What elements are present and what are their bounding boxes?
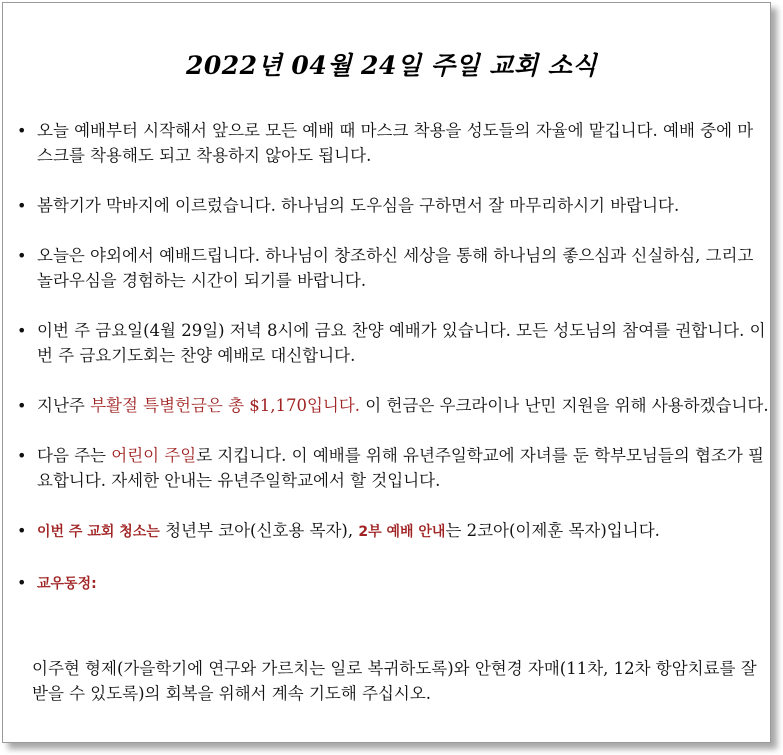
notice-text-before: 다음 주는: [37, 446, 112, 465]
notice-text: 봄학기가 막바지에 이르렀습니다. 하나님의 도우심을 구하면서 잘 마무리하시기 바랍니다.: [37, 196, 680, 215]
notice-text: 이번 주 금요일(4월 29일) 저녁 8시에 금요 찬양 예배가 있습니다. 모든 성도님의 참여를 권합니다. 이번 주 금요기도회는 찬양 예배로 대신합니다.: [37, 321, 766, 365]
notice-text-middle: 청년부 코아(신호용 목자),: [159, 521, 359, 540]
notice-text-before: 지난주: [37, 396, 91, 415]
notice-highlight: 어린이 주일: [111, 446, 197, 465]
notice-text-after: 로 지킵니다. 이 예배를 위해 유년주일학교에 자녀를 둔 학부모님들의 협조가 필요합니다. 자세한 안내는 유년주일학교에서 할 것입니다.: [37, 446, 764, 490]
notice-list: [0, 118, 783, 622]
page-title: 2022년 04월 24일 주일 교회 소식: [185, 51, 598, 80]
notice-item-cleaning-duty: [37, 518, 769, 545]
member-news-heading: 교우동정:: [37, 576, 97, 592]
notice-item-mask: [37, 118, 769, 168]
prayer-request-paragraph: 이주현 형제(가을학기에 연구와 가르치는 일로 복귀하도록)와 안현경 자매(11차, 12차 항암치료를 잘 받을 수 있도록)의 회복을 위해서 계속 기도해 주십시오.: [32, 659, 757, 703]
notice-item-easter-offering: [37, 393, 769, 418]
notice-text: 오늘 예배부터 시작해서 앞으로 모든 예배 때 마스크 착용을 성도들의 자율에 맡깁니다. 예배 중에 마스크를 착용해도 되고 착용하지 않아도 됩니다.: [37, 121, 754, 165]
notice-text-after: 는 2코아(이제훈 목자)입니다.: [445, 521, 660, 540]
notice-text-after: 이 헌금은 우크라이나 난민 지원을 위해 사용하겠습니다.: [360, 396, 769, 415]
notice-item-outdoor-worship: [37, 243, 769, 293]
notice-highlight: 부활절 특별헌금은 총 $1,170입니다.: [90, 396, 361, 415]
notice-item-childrens-sunday: [37, 443, 769, 493]
notice-text: 오늘은 야외에서 예배드립니다. 하나님이 창조하신 세상을 통해 하나님의 좋으심과 신실하심, 그리고 놀라우심을 경험하는 시간이 되기를 바랍니다.: [37, 246, 754, 290]
notice-highlight-usher: 2부 예배 안내: [358, 524, 446, 540]
notice-item-member-news: [37, 570, 769, 597]
notice-item-spring-semester: [37, 193, 769, 218]
notice-highlight-cleaning: 이번 주 교회 청소는: [37, 524, 160, 540]
notice-item-friday-worship: [37, 318, 769, 368]
